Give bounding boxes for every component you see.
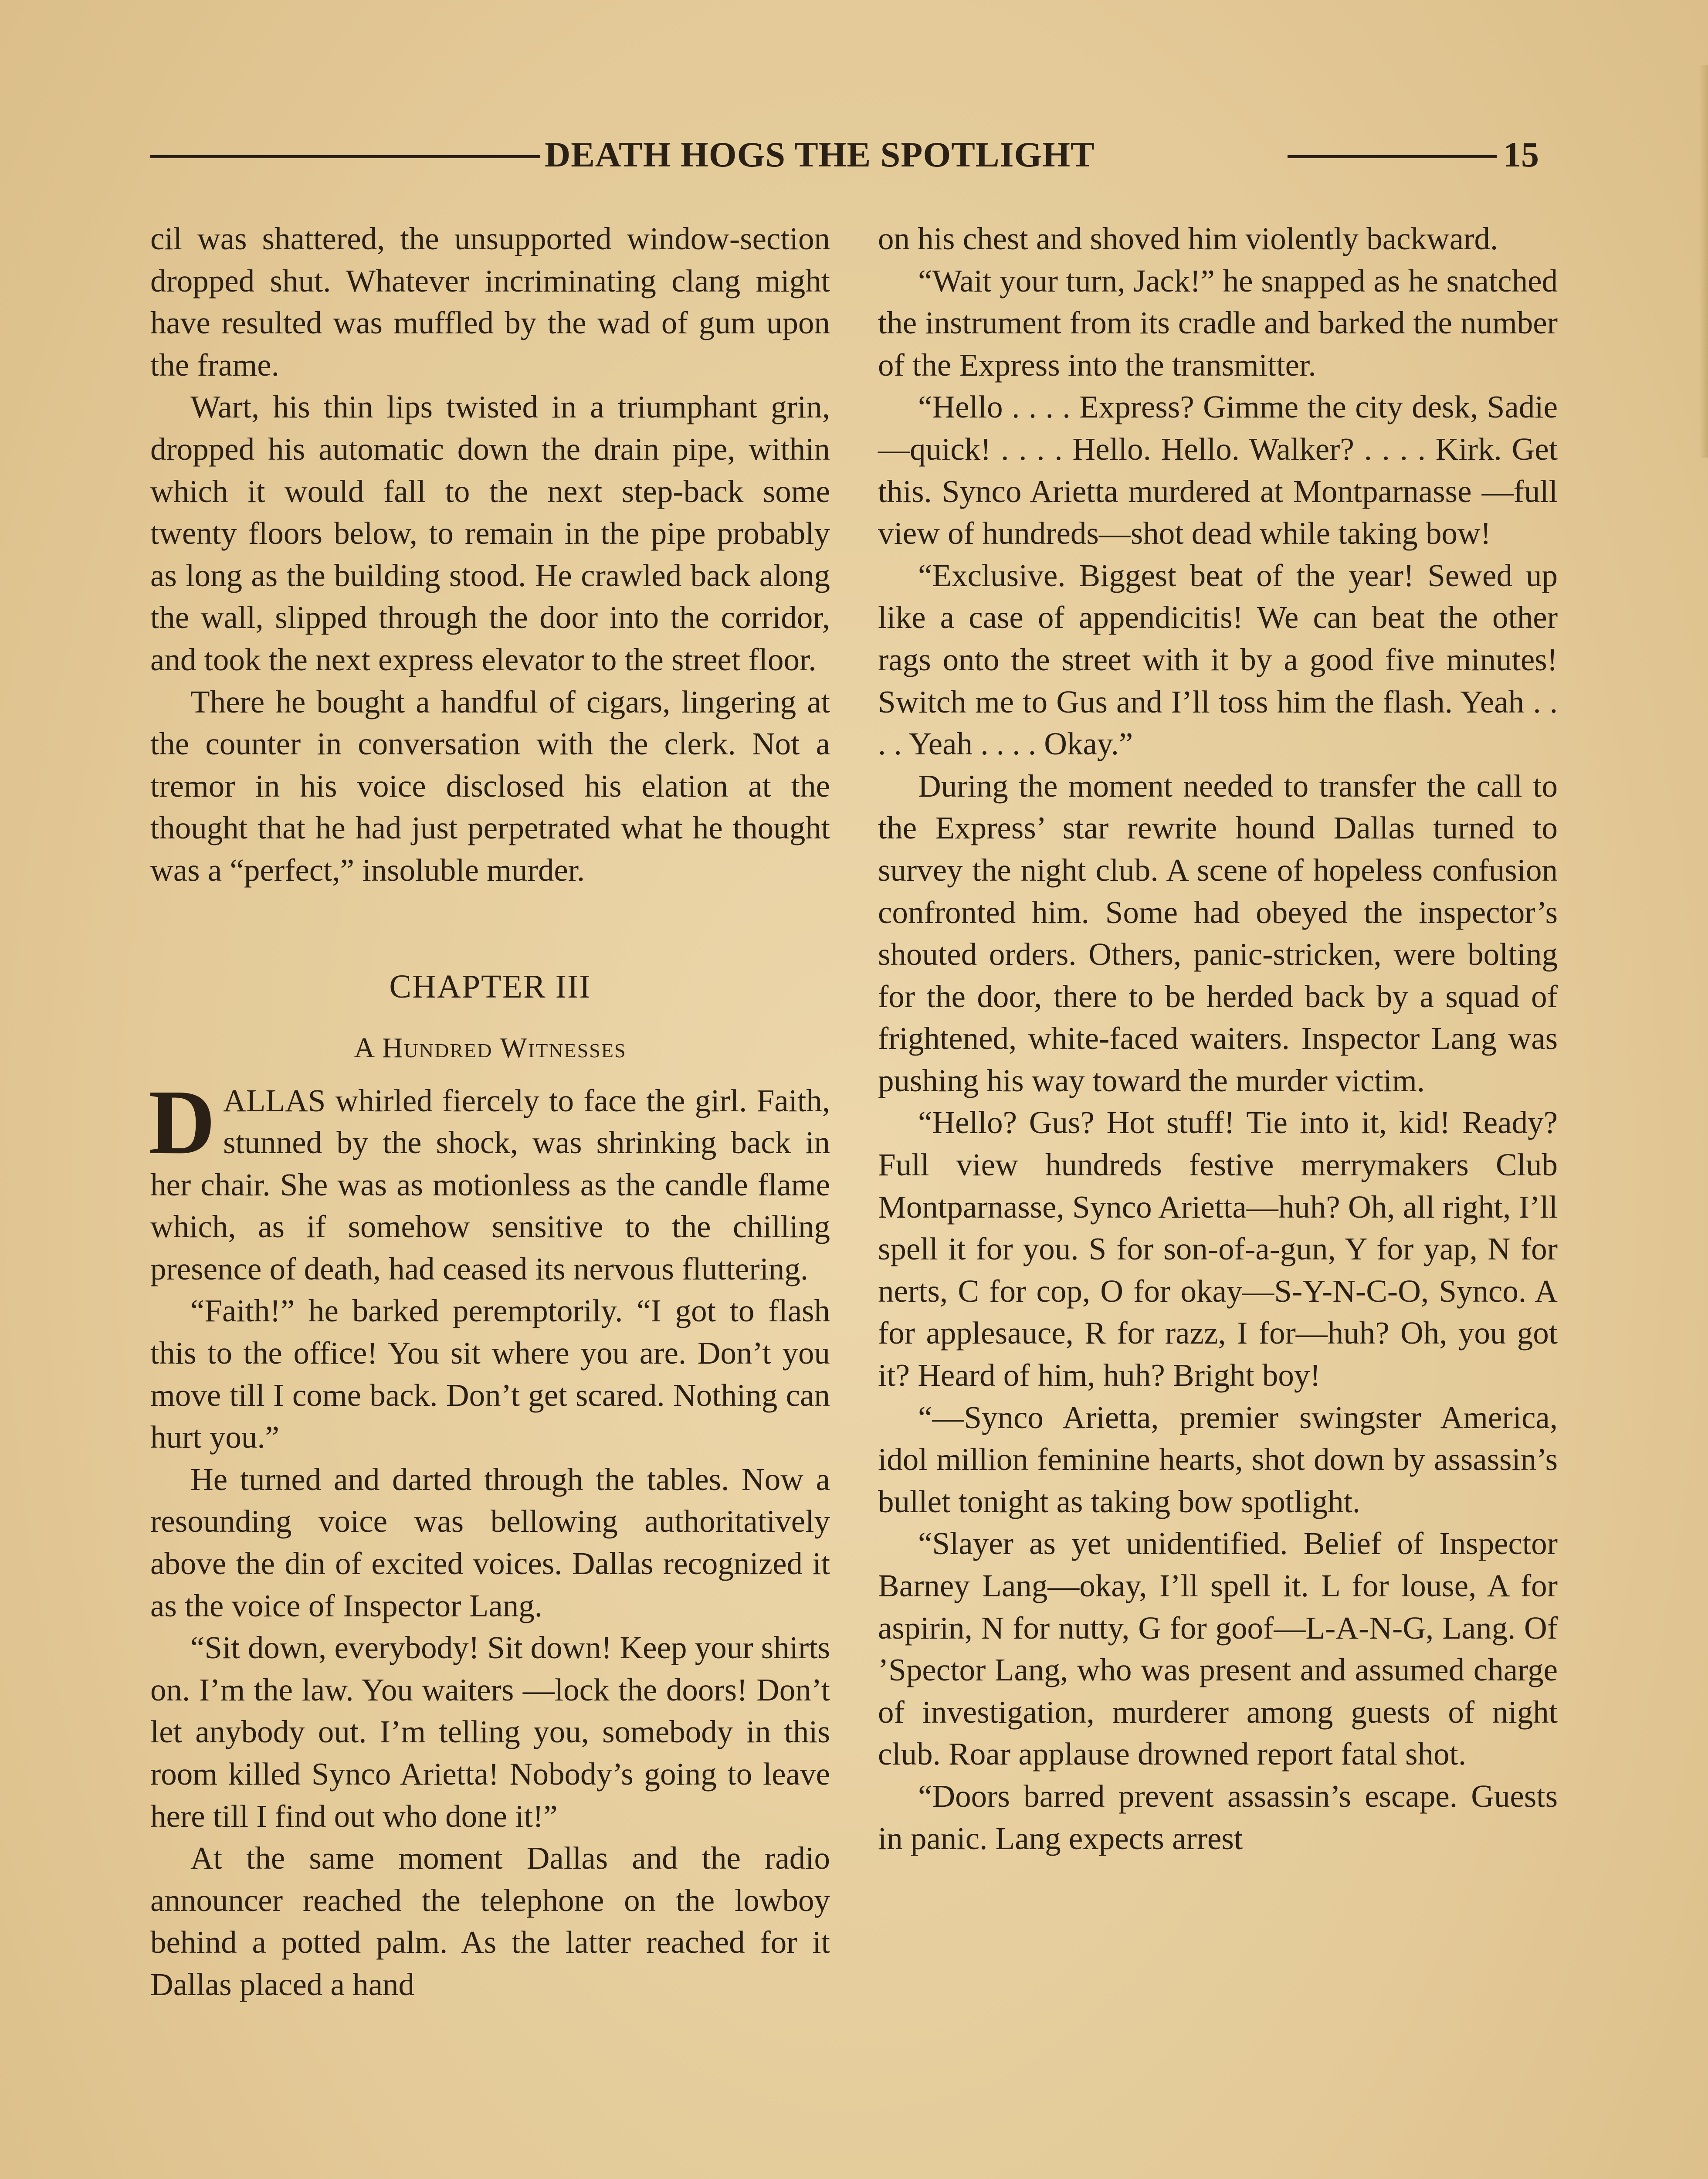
paragraph: At the same moment Dallas and the radio announcer reached the telephone on the lowboy behind a potted palm. As the latter reached for it Dallas placed a hand	[150, 1840, 830, 2002]
paragraph: “Hello? Gus? Hot stuff! Tie into it, kid! Ready? Full view hundreds festive merrymakers Club Montparnasse, Synco Arietta—huh? Oh, all right, I’ll spell it for you. S for son-of-a-gun, Y for yap, N for nerts, C for cop, O for okay—S-Y-N-C-O, Synco. A for applesauce, R for razz, I for—huh? Oh, you got it? Heard of him, huh? Bright boy!	[878, 1105, 1558, 1393]
drop-cap: D	[149, 1070, 216, 1173]
paragraph: “Doors barred prevent assassin’s escape. Guests in panic. Lang expects arrest	[878, 1778, 1558, 1856]
paragraph: “Faith!” he barked peremptorily. “I got to flash this to the office! You sit where you are. Don’t you move till I come back. Don’t get scared. Nothing can hurt you.”	[150, 1293, 830, 1455]
chapter-subtitle: A Hundred Witnesses	[354, 1032, 627, 1064]
header-rule-left	[150, 155, 540, 158]
paragraph: cil was shattered, the unsupported window-section dropped shut. Whatever incriminating clang might have resulted was muffled by the wad of gum upon the frame.	[150, 221, 830, 383]
chapter-heading: CHAPTER III	[389, 968, 591, 1005]
right-column	[878, 218, 1558, 1860]
paragraph: There he bought a handful of cigars, lingering at the counter in conversation with the clerk. Not a tremor in his voice disclosed his elation at the thought that he had just perpetrated what he thought was a “perfect,” insoluble murder.	[150, 684, 830, 888]
paragraph: “Slayer as yet unidentified. Belief of Inspector Barney Lang—okay, I’ll spell it. L for louse, A for aspirin, N for nutty, G for goof—L-A-N-G, Lang. Of ’Spector Lang, who was present and assumed charge of investigation, murderer among guests of night club. Roar applause drowned report fatal shot.	[878, 1526, 1558, 1772]
paragraph: “Hello . . . . Express? Gimme the city desk, Sadie—quick! . . . . Hello. Hello. Walker? . . . . Kirk. Get this. Synco Arietta murdered at Montparnasse —full view of hundreds—shot dead while taking bow!	[878, 389, 1558, 551]
chapter-opening-paragraph	[149, 1070, 830, 1290]
running-header	[150, 131, 1558, 179]
paragraph: “Exclusive. Biggest beat of the year! Sewed up like a case of appendicitis! We can beat the other rags onto the street with it by a good five minutes! Switch me to Gus and I’ll toss him the flash. Yeah . . . . Yeah . . . . Okay.”	[878, 557, 1558, 762]
paragraph: During the moment needed to transfer the call to the Express’ star rewrite hound Dallas turned to survey the night club. A scene of hopeless confusion confronted him. Some had obeyed the inspector’s shouted orders. Others, panic-stricken, were bolting for the door, there to be herded back by a squad of frightened, white-faced waiters. Inspector Lang was pushing his way toward the murder victim.	[878, 768, 1558, 1098]
paragraph: Wart, his thin lips twisted in a triumphant grin, dropped his automatic down the drain pipe, within which it would fall to the next step-back some twenty floors below, to remain in the pipe probably as long as the building stood. He crawled back along the wall, slipped through the door into the corridor, and took the next express elevator to the street floor.	[150, 389, 830, 677]
paragraph: He turned and darted through the tables. Now a resounding voice was bellowing authoritatively above the din of excited voices. Dallas recognized it as the voice of Inspector Lang.	[150, 1461, 830, 1623]
paragraph: “Sit down, everybody! Sit down! Keep your shirts on. I’m the law. You waiters —lock the doors! Don’t let anybody out. I’m telling you, somebody in this room killed Synco Arietta! Nobody’s going to leave here till I find out who done it!”	[150, 1630, 830, 1834]
page-number: 15	[1503, 135, 1539, 174]
paragraph: on his chest and shoved him violently backward.	[878, 221, 1498, 256]
page-edge-shadow	[1699, 65, 1708, 458]
chapter-opening-text: ALLAS whirled fiercely to face the girl. Faith, stunned by the shock, was shrinking back in her chair. She was as motionless as the candle flame which, as if somehow sensitive to the chilling presence of death, had ceased its nervous fluttering.	[150, 1083, 830, 1286]
header-title: DEATH HOGS THE SPOTLIGHT	[545, 135, 1095, 174]
paragraph: “—Synco Arietta, premier swingster America, idol million feminine hearts, shot down by assassin’s bullet tonight as taking bow spotlight.	[878, 1399, 1558, 1519]
left-column	[150, 218, 830, 2006]
header-rule-right	[1288, 155, 1497, 158]
paragraph: “Wait your turn, Jack!” he snapped as he snatched the instrument from its cradle and barked the number of the Express into the transmitter.	[878, 263, 1558, 383]
